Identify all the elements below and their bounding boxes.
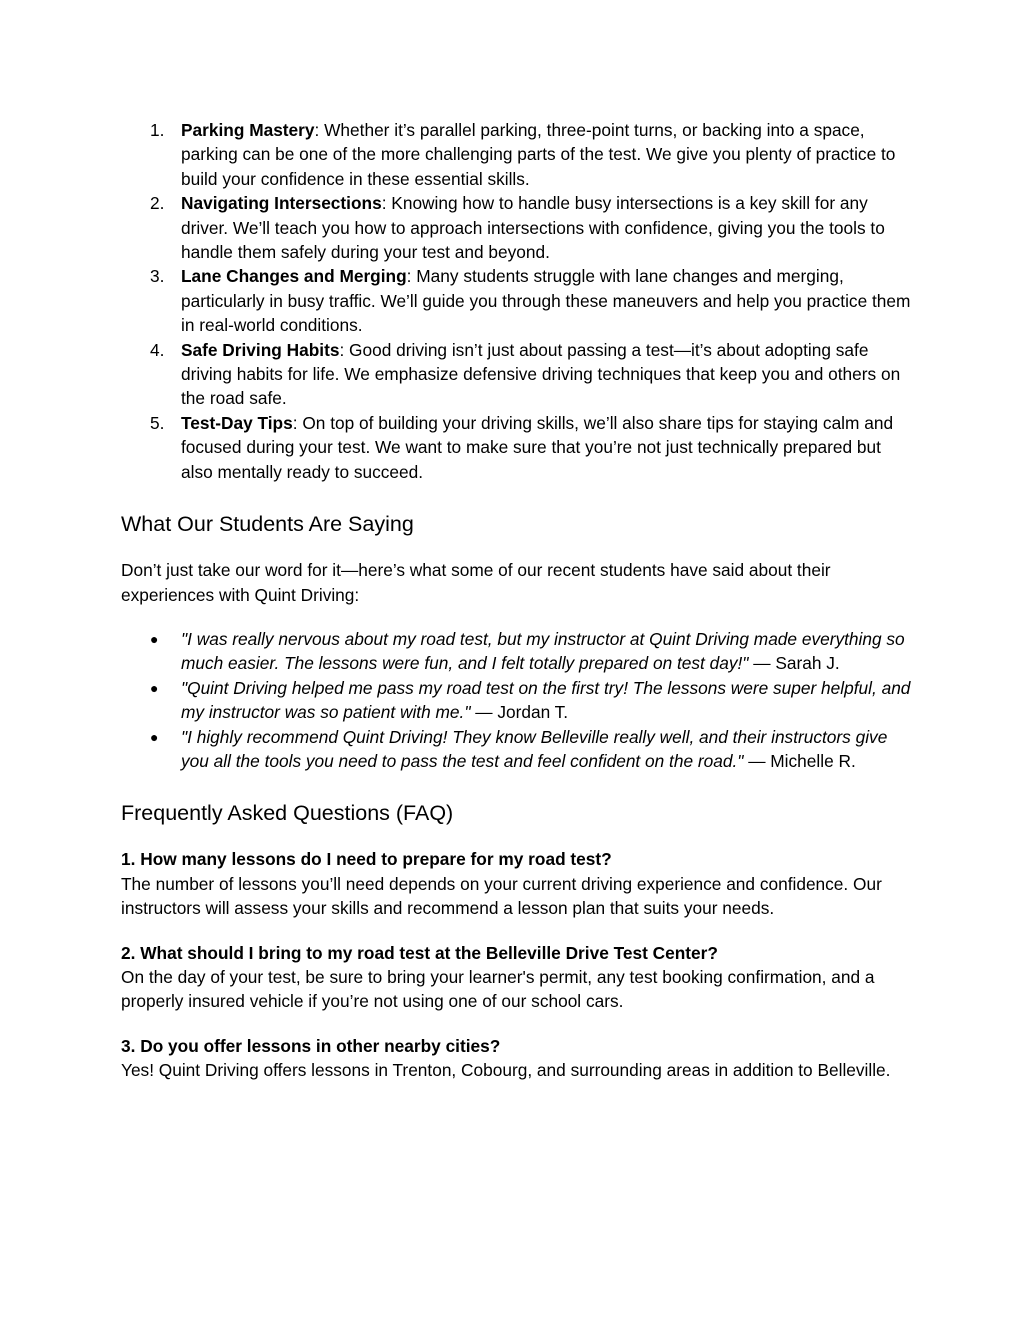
testimonial-quote: "Quint Driving helped me pass my road test on the first try! The lessons were super helpful, and my instructor was so patient with me." <box>181 677 911 723</box>
testimonial-author: — Jordan T. <box>470 702 569 723</box>
faq-answer: Yes! Quint Driving offers lessons in Trenton, Cobourg, and surrounding areas in addition to Belleville. <box>121 1060 891 1081</box>
students-heading: What Our Students Are Saying <box>121 512 414 537</box>
faq-question: 3. Do you offer lessons in other nearby cities? <box>121 1035 501 1056</box>
faq-heading: Frequently Asked Questions (FAQ) <box>121 801 454 826</box>
students-intro: Don’t just take our word for it—here’s what some of our recent students have said about their experiences with Quint Driving: <box>121 560 831 605</box>
faq-question: 2. What should I bring to my road test at the Belleville Drive Test Center? <box>121 942 718 963</box>
list-item <box>121 411 911 484</box>
list-item <box>121 191 911 264</box>
tip-title: Lane Changes and Merging <box>181 266 407 287</box>
testimonial-author: — Sarah J. <box>748 653 840 674</box>
list-item <box>121 118 911 191</box>
tip-title: Parking Mastery <box>181 120 315 140</box>
bullet-icon: ● <box>150 728 159 745</box>
faq-item <box>121 941 911 1014</box>
testimonial-item <box>121 627 911 676</box>
tip-text: : On top of building your driving skills, we’ll also share tips for staying calm and focused during your test. We want to make sure that you’re not just technically prepared but also mentally ready to succeed. <box>181 412 894 482</box>
tip-text: : Whether it’s parallel parking, three-point turns, or backing into a space, parking can be one of the more challenging parts of the test. We give you plenty of practice to build your confidence in these essential skills. <box>181 120 896 189</box>
tip-title: Test-Day Tips <box>181 412 293 433</box>
tip-text: : Good driving isn’t just about passing a test—it’s about adopting safe driving habits for life. We emphasize defensive driving techniques that keep you and others on the road safe. <box>181 339 901 409</box>
road-test-tips-list <box>121 118 911 484</box>
list-number: 3. <box>150 266 165 287</box>
bullet-icon: ● <box>150 630 159 647</box>
faq-answer: On the day of your test, be sure to bring your learner's permit, any test booking confirmation, and a properly insured vehicle if you’re not using one of our school cars. <box>121 966 875 1012</box>
faq-answer: The number of lessons you’ll need depends on your current driving experience and confidence. Our instructors will assess your skills and recommend a lesson plan that suits your needs. <box>121 873 882 919</box>
list-number: 1. <box>150 120 165 140</box>
tip-title: Safe Driving Habits <box>181 339 340 360</box>
testimonial-item <box>121 725 911 774</box>
tip-text: : Knowing how to handle busy intersections is a key skill for any driver. We’ll teach you how to approach intersections with confidence, giving you the tools to handle them safely during your test and beyond. <box>181 193 885 263</box>
list-item <box>121 264 911 337</box>
list-number: 2. <box>150 193 165 214</box>
document-page <box>121 118 911 1083</box>
testimonials-list <box>121 627 911 773</box>
list-item <box>121 338 911 411</box>
tip-text: : Many students struggle with lane changes and merging, particularly in busy traffic. We’ll guide you through these maneuvers and help you practice them in real-world conditions. <box>181 266 911 336</box>
tip-title: Navigating Intersections <box>181 193 382 214</box>
faq-question: 1. How many lessons do I need to prepare for my road test? <box>121 849 612 870</box>
faq-item <box>121 847 911 920</box>
testimonial-quote: "I highly recommend Quint Driving! They know Belleville really well, and their instructors give you all the tools you need to pass the test and feel confident on the road." <box>181 726 888 771</box>
faq-item <box>121 1034 911 1083</box>
list-number: 5. <box>150 412 165 433</box>
list-number: 4. <box>150 339 165 360</box>
bullet-icon: ● <box>150 679 159 696</box>
testimonial-quote: "I was really nervous about my road test, but my instructor at Quint Driving made everything so much easier. The lessons were fun, and I felt totally prepared on test day!" <box>181 628 905 674</box>
testimonial-item <box>121 676 911 725</box>
testimonial-author: — Michelle R. <box>743 750 856 771</box>
